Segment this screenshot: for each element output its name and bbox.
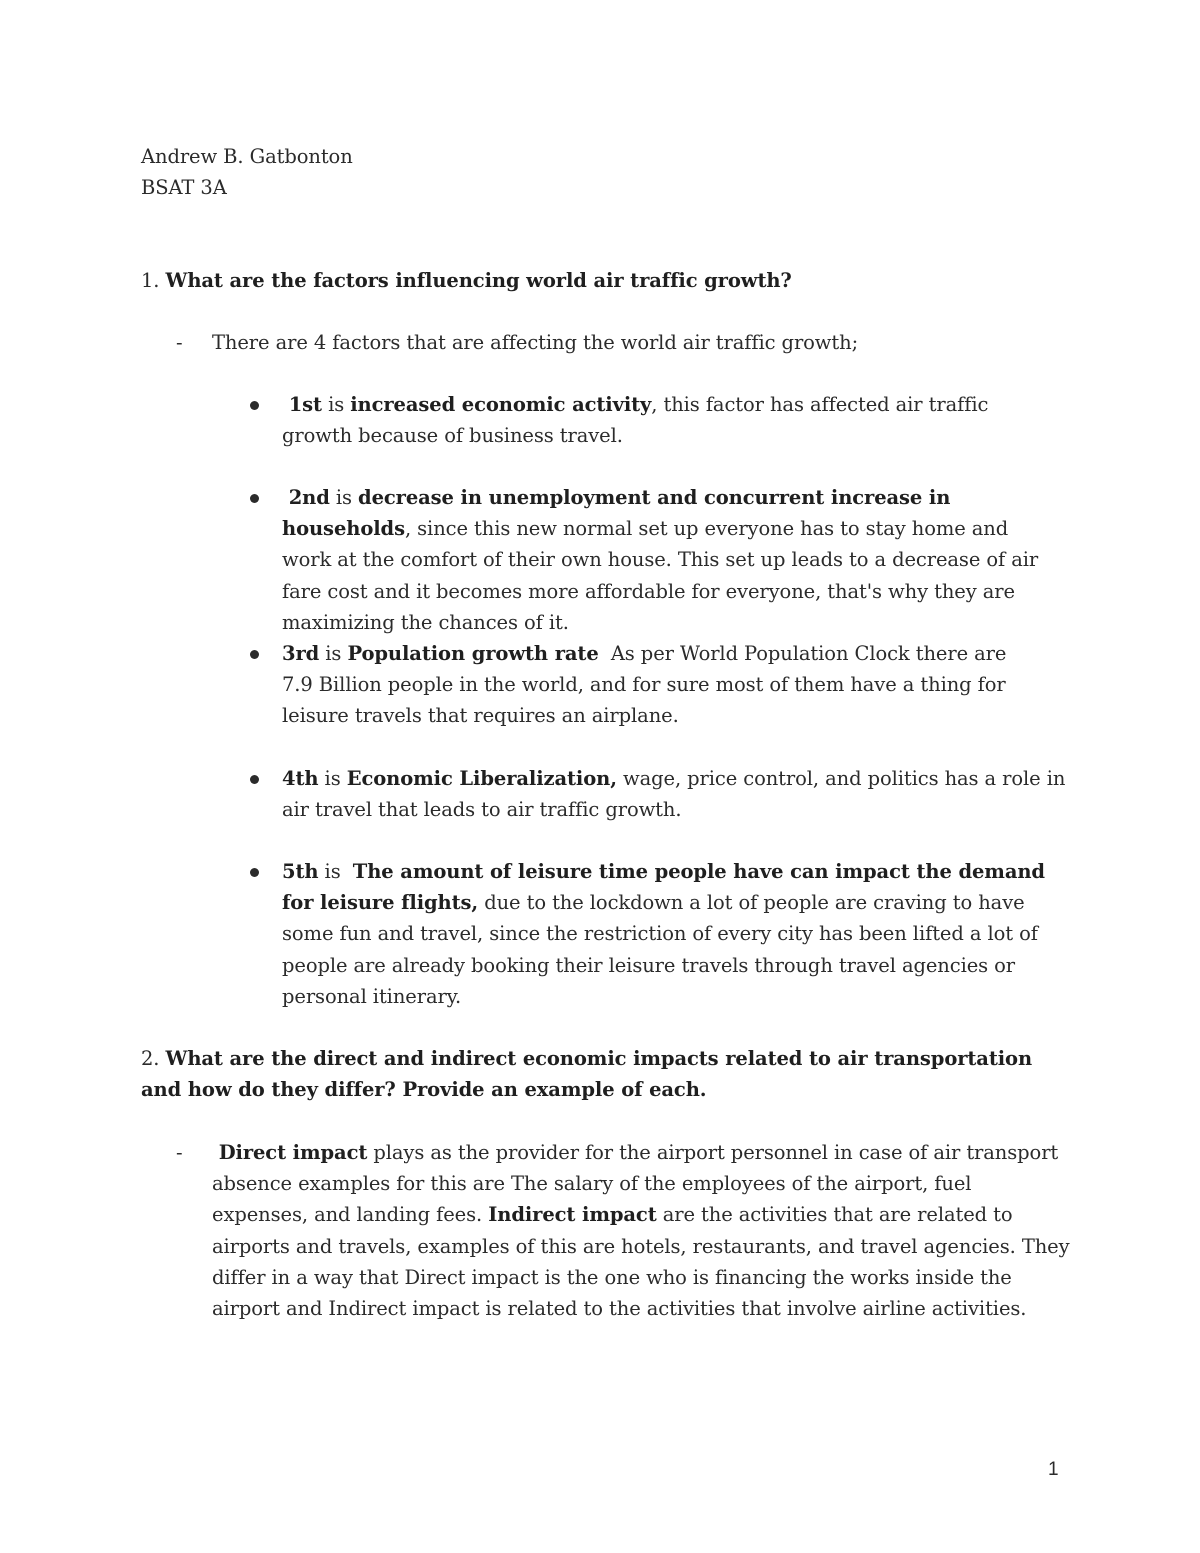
bullet-icon [250, 494, 259, 503]
factor-5 [282, 856, 1057, 1012]
factor-2-ordinal: 2nd [288, 486, 330, 509]
factor-4 [282, 763, 1067, 825]
factor-4-term: Economic Liberalization, [346, 767, 617, 790]
factor-5-is: is [318, 860, 353, 883]
page-number: 1 [1048, 1459, 1059, 1480]
factor-3-ordinal: 3rd [282, 642, 320, 665]
factor-4-text: wage, price control, and politics has a role in air travel that leads to air traffic growth. [282, 767, 1066, 822]
dash-marker: - [176, 1141, 183, 1164]
factor-2-is: is [329, 486, 359, 509]
factor-3-text: As per World Population Clock there are 7.9 Billion people in the world, and for sure most of them have a thing for leisure travels that requires an airplane. [282, 642, 1013, 728]
factor-3-term: Population growth rate [347, 642, 599, 665]
bullet-icon [250, 401, 259, 410]
question-2 [141, 1043, 1066, 1105]
question-2-text: What are the direct and indirect economic impacts related to air transportation and how do they differ? Provide an example of each. [141, 1047, 1033, 1102]
question-1-text: What are the factors influencing world air traffic growth? [165, 269, 792, 292]
factor-1 [282, 389, 1042, 451]
author-name: Andrew B. Gatbonton [141, 145, 353, 168]
question-1-number: 1. [141, 269, 160, 292]
question-1 [141, 265, 792, 296]
factor-2-text: , since this new normal set up everyone has to stay home and work at the comfort of their own house. This set up leads to a decrease of air fare cost and it becomes more affordable for everyone, that's why they are maximizing the chances of it. [282, 517, 1039, 634]
indirect-impact-term: Indirect impact [488, 1203, 657, 1227]
question-2-answer [212, 1137, 1070, 1324]
bullet-icon [250, 650, 259, 659]
indirect-impact-text: are the activities that are related to airports and travels, examples of this are hotels, restaurants, and travel agencies. They differ in a way that Direct impact is the one who is financing the works inside the airport and Indirect impact is related to the activities that involve airline activities. [212, 1203, 1070, 1321]
factor-5-ordinal: 5th [282, 860, 319, 883]
section-label: BSAT 3A [141, 176, 227, 199]
factor-4-is: is [318, 767, 347, 790]
factor-3 [282, 638, 1022, 732]
dash-marker: - [176, 331, 183, 354]
factor-5-text: due to the lockdown a lot of people are craving to have some fun and travel, since the restriction of every city has been lifted a lot of people are already booking their leisure travels through travel agencies or personal itinerary. [282, 891, 1038, 1008]
question-2-number: 2. [141, 1047, 160, 1070]
bullet-icon [250, 775, 259, 784]
factor-1-is: is [321, 393, 351, 416]
factor-3-is: is [319, 642, 348, 665]
factor-1-term: increased economic activity [350, 393, 652, 416]
factor-5-term: The amount of leisure time people have can impact the demand for leisure flights, [282, 860, 1045, 915]
question-1-intro: There are 4 factors that are affecting the world air traffic growth; [212, 331, 859, 354]
factor-2 [282, 482, 1052, 638]
direct-impact-text: plays as the provider for the airport personnel in case of air transport absence examples for this are The salary of the employees of the airport, fuel expenses, and landing fees. [212, 1141, 1059, 1227]
factor-1-ordinal: 1st [288, 393, 322, 416]
bullet-icon [250, 868, 259, 877]
factor-4-ordinal: 4th [282, 767, 319, 790]
factor-1-text: , this factor has affected air traffic growth because of business travel. [282, 393, 989, 448]
factor-2-term: decrease in unemployment and concurrent increase in households [282, 486, 951, 541]
direct-impact-term: Direct impact [218, 1141, 368, 1164]
